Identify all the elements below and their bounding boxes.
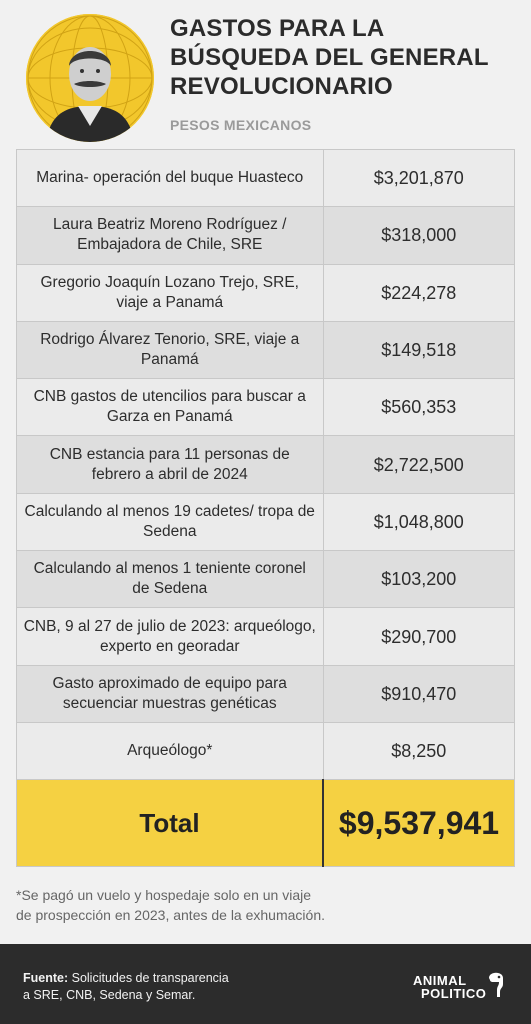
amount-cell: $318,000: [323, 207, 515, 264]
table-row: [17, 436, 515, 493]
amount-cell: $103,200: [323, 551, 515, 608]
source-line: Solicitudes de transparencia: [68, 971, 229, 985]
total-label: Total: [17, 780, 324, 867]
expenses-table: [16, 149, 515, 867]
concept-cell: Gregorio Joaquín Lozano Trejo, SRE, viaje a Panamá: [17, 264, 324, 321]
amount-cell: $149,518: [323, 321, 515, 378]
concept-cell: CNB, 9 al 27 de julio de 2023: arqueólogo, experto en georadar: [17, 608, 324, 665]
amount-cell: $8,250: [323, 722, 515, 779]
total-amount: $9,537,941: [323, 780, 515, 867]
table-row: [17, 150, 515, 207]
table-row: [17, 665, 515, 722]
amount-cell: $910,470: [323, 665, 515, 722]
concept-cell: Rodrigo Álvarez Tenorio, SRE, viaje a Panamá: [17, 321, 324, 378]
table-row: [17, 608, 515, 665]
amount-cell: $560,353: [323, 379, 515, 436]
total-row: [17, 780, 515, 867]
concept-cell: Marina- operación del buque Huasteco: [17, 150, 324, 207]
amount-cell: $1,048,800: [323, 493, 515, 550]
amount-cell: $224,278: [323, 264, 515, 321]
portrait-illustration: [26, 14, 154, 142]
table-row: [17, 379, 515, 436]
concept-cell: CNB estancia para 11 personas de febrero a abril de 2024: [17, 436, 324, 493]
page-subtitle: PESOS MEXICANOS: [170, 117, 312, 133]
table-row: [17, 551, 515, 608]
concept-cell: Arqueólogo*: [17, 722, 324, 779]
table-row: [17, 321, 515, 378]
source-line: a SRE, CNB, Sedena y Semar.: [23, 988, 196, 1002]
page-title: GASTOS PARA LA BÚSQUEDA DEL GENERAL REVOLUCIONARIO: [170, 15, 489, 100]
table-row: [17, 722, 515, 779]
logo-line: POLITICO: [421, 986, 487, 1001]
table-row: [17, 207, 515, 264]
elephant-icon: [485, 968, 507, 998]
concept-cell: CNB gastos de utencilios para buscar a Garza en Panamá: [17, 379, 324, 436]
concept-cell: Calculando al menos 1 teniente coronel de Sedena: [17, 551, 324, 608]
logo-line: ANIMAL: [413, 973, 467, 988]
footer-bar: [0, 944, 531, 1024]
source-text: [23, 970, 229, 1004]
concept-cell: Calculando al menos 19 cadetes/ tropa de Sedena: [17, 493, 324, 550]
footnote-line: *Se pagó un vuelo y hospedaje solo en un viaje: [16, 887, 311, 903]
table-row: [17, 493, 515, 550]
amount-cell: $3,201,870: [323, 150, 515, 207]
footnote: [16, 885, 325, 925]
animal-politico-logo[interactable]: [413, 974, 493, 1000]
amount-cell: $290,700: [323, 608, 515, 665]
amount-cell: $2,722,500: [323, 436, 515, 493]
concept-cell: Gasto aproximado de equipo para secuenciar muestras genéticas: [17, 665, 324, 722]
concept-cell: Laura Beatriz Moreno Rodríguez / Embajadora de Chile, SRE: [17, 207, 324, 264]
footnote-line: de prospección en 2023, antes de la exhumación.: [16, 907, 325, 923]
table-row: [17, 264, 515, 321]
source-label: Fuente:: [23, 971, 69, 985]
